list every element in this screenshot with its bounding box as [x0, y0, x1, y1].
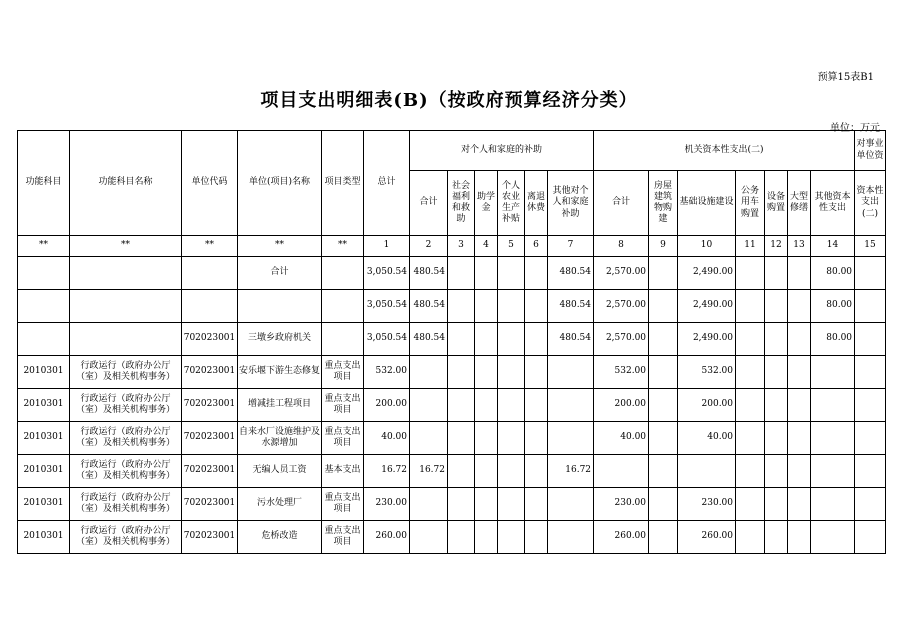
table-cell [498, 488, 525, 521]
table-cell [736, 257, 765, 290]
table-cell [811, 521, 855, 554]
table-cell [649, 290, 678, 323]
table-cell [736, 290, 765, 323]
table-cell [788, 455, 811, 488]
table-cell [410, 356, 448, 389]
table-cell [525, 455, 548, 488]
table-cell [475, 389, 498, 422]
table-cell: 80.00 [811, 257, 855, 290]
table-cell [18, 290, 70, 323]
table-cell [855, 389, 886, 422]
table-cell [649, 455, 678, 488]
table-cell: 480.54 [410, 257, 448, 290]
header-func-code: 功能科目 [18, 131, 70, 236]
table-row [18, 455, 886, 488]
table-cell: 安乐堰下游生态修复 [238, 356, 322, 389]
table-cell: 480.54 [410, 323, 448, 356]
table-cell [525, 323, 548, 356]
table-cell: 2,570.00 [594, 290, 649, 323]
table-cell: 702023001 [182, 422, 238, 455]
table-cell [649, 422, 678, 455]
table-cell [788, 521, 811, 554]
table-cell: 基本支出 [322, 455, 364, 488]
unit-label: 单位：万元 [830, 123, 880, 134]
table-cell: 230.00 [364, 488, 410, 521]
index-cell: 12 [765, 236, 788, 257]
table-cell: 702023001 [182, 323, 238, 356]
header-welfare: 社会福利和救助 [448, 171, 475, 236]
table-cell [448, 323, 475, 356]
table-cell [855, 488, 886, 521]
table-cell [525, 356, 548, 389]
table-cell: 200.00 [364, 389, 410, 422]
table-cell: 480.54 [548, 257, 594, 290]
table-cell: 3,050.54 [364, 257, 410, 290]
table-cell [736, 356, 765, 389]
table-cell: 260.00 [594, 521, 649, 554]
table-cell [811, 422, 855, 455]
table-cell: 无编人员工资 [238, 455, 322, 488]
table-cell [498, 389, 525, 422]
table-cell: 2,490.00 [678, 257, 736, 290]
table-cell: 3,050.54 [364, 290, 410, 323]
table-cell [448, 356, 475, 389]
table-cell [525, 257, 548, 290]
table-cell [765, 257, 788, 290]
table-cell: 40.00 [594, 422, 649, 455]
table-cell: 16.72 [364, 455, 410, 488]
table-cell: 230.00 [594, 488, 649, 521]
index-cell: ** [70, 236, 182, 257]
header-building: 房屋建筑物购建 [649, 171, 678, 236]
table-cell [475, 488, 498, 521]
table-cell [788, 488, 811, 521]
table-cell: 行政运行（政府办公厅（室）及相关机构事务） [70, 488, 182, 521]
index-cell: 3 [448, 236, 475, 257]
table-cell [548, 356, 594, 389]
table-cell: 702023001 [182, 488, 238, 521]
table-cell [548, 521, 594, 554]
table-cell: 重点支出项目 [322, 356, 364, 389]
table-row [18, 389, 886, 422]
table-cell [498, 455, 525, 488]
table-cell [649, 389, 678, 422]
table-cell [410, 488, 448, 521]
table-cell [322, 323, 364, 356]
table-cell: 2,570.00 [594, 257, 649, 290]
table-cell: 2010301 [18, 422, 70, 455]
index-cell: 11 [736, 236, 765, 257]
table-cell [765, 488, 788, 521]
index-cell: 13 [788, 236, 811, 257]
table-cell: 16.72 [410, 455, 448, 488]
table-cell [765, 323, 788, 356]
table-cell [182, 290, 238, 323]
table-cell: 2010301 [18, 389, 70, 422]
header-equip: 设备购置 [765, 171, 788, 236]
table-cell: 合计 [238, 257, 322, 290]
table-cell: 污水处理厂 [238, 488, 322, 521]
header-group-capital: 机关资本性支出(二) [594, 131, 855, 171]
table-cell [498, 422, 525, 455]
table-cell: 行政运行（政府办公厅（室）及相关机构事务） [70, 389, 182, 422]
table-cell [475, 455, 498, 488]
header-proj-type: 项目类型 [322, 131, 364, 236]
table-cell [498, 521, 525, 554]
table-cell [410, 422, 448, 455]
index-cell: ** [238, 236, 322, 257]
table-cell [475, 290, 498, 323]
table-cell [182, 257, 238, 290]
table-cell: 自来水厂设施维护及水源增加 [238, 422, 322, 455]
table-cell: 80.00 [811, 323, 855, 356]
table-cell [498, 290, 525, 323]
table-cell [788, 422, 811, 455]
header-unit-name: 单位(项目)名称 [238, 131, 322, 236]
table-cell [410, 389, 448, 422]
header-sum1: 合计 [410, 171, 448, 236]
table-cell: 危桥改造 [238, 521, 322, 554]
header-car: 公务用车购置 [736, 171, 765, 236]
table-cell [736, 422, 765, 455]
table-cell [410, 521, 448, 554]
page-title: 项目支出明细表(B)（按政府预算经济分类） [260, 90, 638, 111]
header-group-personal: 对个人和家庭的补助 [410, 131, 594, 171]
table-cell: 260.00 [364, 521, 410, 554]
table-row [18, 257, 886, 290]
table-cell [855, 521, 886, 554]
table-cell: 三墩乡政府机关 [238, 323, 322, 356]
table-cell [475, 356, 498, 389]
table-cell [70, 323, 182, 356]
header-retire: 离退休费 [525, 171, 548, 236]
table-cell: 702023001 [182, 389, 238, 422]
table-row [18, 422, 886, 455]
table-cell: 532.00 [594, 356, 649, 389]
table-cell: 532.00 [364, 356, 410, 389]
table-row [18, 488, 886, 521]
table-cell [765, 455, 788, 488]
index-cell: 9 [649, 236, 678, 257]
table-cell [649, 323, 678, 356]
table-cell [736, 455, 765, 488]
index-cell: 15 [855, 236, 886, 257]
index-cell: 1 [364, 236, 410, 257]
table-cell [736, 389, 765, 422]
table-cell [811, 455, 855, 488]
table-cell: 16.72 [548, 455, 594, 488]
table-cell [788, 257, 811, 290]
table-cell [70, 290, 182, 323]
table-cell: 702023001 [182, 521, 238, 554]
table-cell [736, 521, 765, 554]
table-cell [788, 323, 811, 356]
table-cell: 480.54 [548, 323, 594, 356]
index-cell: 5 [498, 236, 525, 257]
table-cell [788, 389, 811, 422]
table-cell: 重点支出项目 [322, 389, 364, 422]
table-cell: 230.00 [678, 488, 736, 521]
table-cell [736, 488, 765, 521]
header-total: 总计 [364, 131, 410, 236]
table-cell: 行政运行（政府办公厅（室）及相关机构事务） [70, 521, 182, 554]
table-row [18, 356, 886, 389]
header-other-personal: 其他对个人和家庭补助 [548, 171, 594, 236]
table-cell [649, 488, 678, 521]
table-cell [322, 290, 364, 323]
table-cell [475, 323, 498, 356]
table-cell: 2,570.00 [594, 323, 649, 356]
index-cell: 8 [594, 236, 649, 257]
table-cell: 行政运行（政府办公厅（室）及相关机构事务） [70, 422, 182, 455]
table-cell [498, 323, 525, 356]
index-row [18, 236, 886, 257]
table-cell [448, 290, 475, 323]
table-cell: 200.00 [678, 389, 736, 422]
table-cell: 702023001 [182, 356, 238, 389]
table-cell: 2010301 [18, 488, 70, 521]
table-cell [238, 290, 322, 323]
table-cell [18, 257, 70, 290]
table-cell [765, 389, 788, 422]
index-cell: ** [18, 236, 70, 257]
table-cell: 2010301 [18, 455, 70, 488]
table-cell [448, 488, 475, 521]
table-cell: 480.54 [410, 290, 448, 323]
index-cell: 10 [678, 236, 736, 257]
table-cell: 80.00 [811, 290, 855, 323]
table-cell [811, 356, 855, 389]
table-cell [811, 488, 855, 521]
table-cell [548, 422, 594, 455]
table-cell [765, 422, 788, 455]
table-cell [855, 356, 886, 389]
table-cell: 重点支出项目 [322, 521, 364, 554]
table-cell: 重点支出项目 [322, 488, 364, 521]
table-cell [525, 521, 548, 554]
table-cell: 40.00 [678, 422, 736, 455]
table-cell [594, 455, 649, 488]
table-cell: 200.00 [594, 389, 649, 422]
table-cell [649, 356, 678, 389]
header-inst-capital: 资本性支出(二) [855, 171, 886, 236]
table-cell: 2,490.00 [678, 290, 736, 323]
header-func-name: 功能科目名称 [70, 131, 182, 236]
table-cell [678, 455, 736, 488]
table-cell [525, 488, 548, 521]
table-cell [765, 290, 788, 323]
table-cell: 532.00 [678, 356, 736, 389]
index-cell: 4 [475, 236, 498, 257]
index-cell: 2 [410, 236, 448, 257]
table-cell [788, 356, 811, 389]
table-cell [448, 521, 475, 554]
table-cell [525, 422, 548, 455]
table-cell [649, 521, 678, 554]
table-cell [475, 521, 498, 554]
header-other-capital: 其他资本性支出 [811, 171, 855, 236]
index-cell: ** [182, 236, 238, 257]
table-cell [855, 455, 886, 488]
table-cell [322, 257, 364, 290]
index-cell: 6 [525, 236, 548, 257]
index-cell: 14 [811, 236, 855, 257]
table-cell [498, 356, 525, 389]
table-cell: 增减挂工程项目 [238, 389, 322, 422]
index-cell: 7 [548, 236, 594, 257]
table-cell [855, 422, 886, 455]
header-group-other: 对事业单位资 [855, 131, 886, 171]
table-row [18, 290, 886, 323]
table-cell [649, 257, 678, 290]
table-cell: 行政运行（政府办公厅（室）及相关机构事务） [70, 455, 182, 488]
header-farm: 个人农业生产补贴 [498, 171, 525, 236]
table-cell: 702023001 [182, 455, 238, 488]
table-cell [448, 389, 475, 422]
table-cell [855, 290, 886, 323]
expenditure-table [17, 130, 886, 554]
table-cell [475, 257, 498, 290]
table-cell: 480.54 [548, 290, 594, 323]
form-code: 预算15表B1 [817, 72, 874, 83]
table-cell [548, 389, 594, 422]
table-cell [765, 521, 788, 554]
header-repair: 大型修缮 [788, 171, 811, 236]
table-cell [18, 323, 70, 356]
header-infra: 基础设施建设 [678, 171, 736, 236]
table-cell: 2,490.00 [678, 323, 736, 356]
table-cell: 40.00 [364, 422, 410, 455]
table-cell [448, 455, 475, 488]
table-cell [448, 422, 475, 455]
table-cell: 2010301 [18, 356, 70, 389]
table-cell [70, 257, 182, 290]
table-cell [736, 323, 765, 356]
table-row [18, 323, 886, 356]
table-cell [475, 422, 498, 455]
table-cell [498, 257, 525, 290]
table-cell: 3,050.54 [364, 323, 410, 356]
table-cell [855, 257, 886, 290]
header-sum2: 合计 [594, 171, 649, 236]
table-cell [448, 257, 475, 290]
table-cell [811, 389, 855, 422]
header-aid: 助学金 [475, 171, 498, 236]
table-cell [525, 389, 548, 422]
table-row [18, 521, 886, 554]
index-cell: ** [322, 236, 364, 257]
table-cell [788, 290, 811, 323]
table-cell [855, 323, 886, 356]
table-cell [548, 488, 594, 521]
table-cell: 2010301 [18, 521, 70, 554]
table-cell: 行政运行（政府办公厅（室）及相关机构事务） [70, 356, 182, 389]
table-cell: 重点支出项目 [322, 422, 364, 455]
table-cell [765, 356, 788, 389]
header-unit-code: 单位代码 [182, 131, 238, 236]
table-cell [525, 290, 548, 323]
table-cell: 260.00 [678, 521, 736, 554]
